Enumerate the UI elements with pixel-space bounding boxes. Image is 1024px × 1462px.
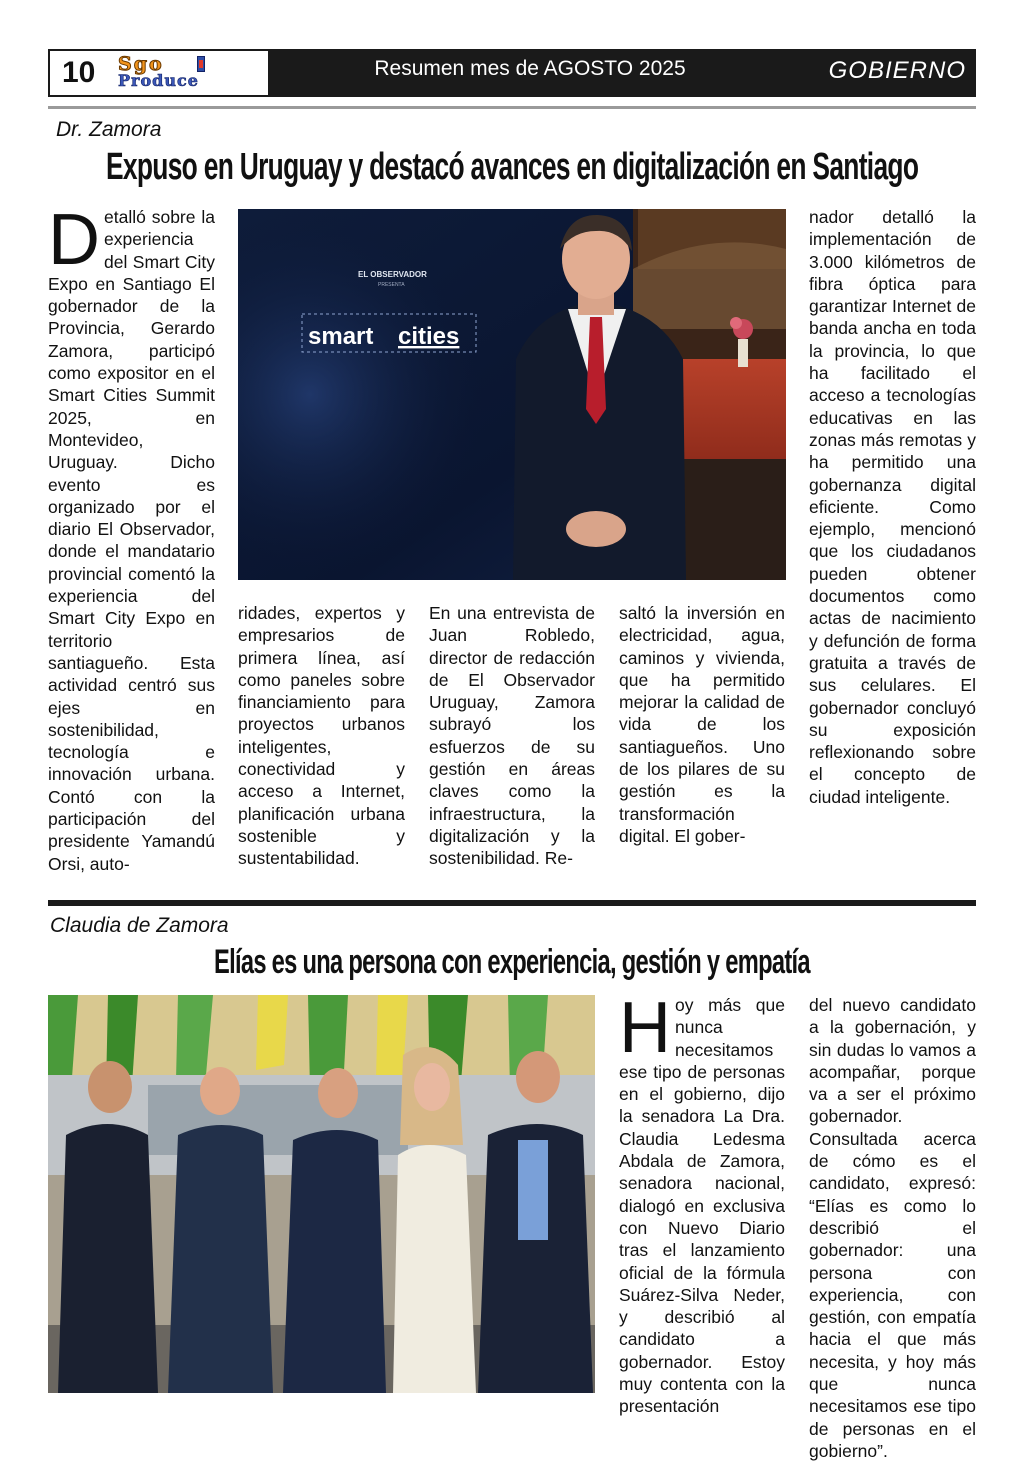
- article1-headline: Expuso en Uruguay y destacó avances en digitalización en Santiago: [106, 146, 919, 188]
- logo-bottom-text: Produce: [118, 71, 199, 90]
- sgo-produce-logo: [114, 54, 256, 92]
- article2-column-2: del nuevo candidato a la gobernación, y sin dudas lo vamos a acompañar, porque va a ser el próximo gobernador. Consultada acerca de cómo es el candidato, expresó: “Elías es como lo describió el gobernador: una persona con experiencia, con gestión, con empatía hacia el que más necesita, y hoy más que nunca necesitamos ese tipo de personas en el gobierno”.: [809, 995, 976, 1461]
- article2-dropcap: H: [619, 988, 671, 1068]
- article-divider: [48, 900, 976, 906]
- article2-col1-text: oy más que nunca necesitamos ese tipo de personas en el gobierno, dijo la senadora La Dra. Claudia Ledesma Abdala de Zamora, senadora nacional, dialogó en exclusiva con Nuevo Diario tras el lanzamiento oficial de la fórmula Suárez-Silva Neder, y describió al candidato a gobernador. Estoy muy contenta con la presentación: [619, 995, 785, 1417]
- header-rule: [48, 106, 976, 109]
- article1-column-5: nador detalló la implementación de 3.000 kilómetros de fibra óptica para garantizar Internet de banda ancha en toda la provincia, lo que ha facilitado el acceso a tecnologías educativas en las zonas más remotas y ha permitido una gobernanza digital eficiente. Como ejemplo, mencionó que los ciudadanos pueden obtener documentos como actas de nacimiento y defunción de forma gratuita a través de sus celulares. El gobernador concluyó su exposición reflexionando sobre el concepto de ciudad inteligente.: [809, 207, 976, 807]
- article1-column-1: [48, 200, 215, 875]
- zamora-smart-cities-photo: [238, 209, 786, 580]
- logo-top-text: Sgo: [118, 53, 164, 75]
- article1-column-2: ridades, expertos y empresarios de primera línea, así como paneles sobre financiamiento para proyectos urbanos inteligentes, conectividad y acceso a Internet, planificación urbana sostenible y sustentabilidad.: [238, 603, 405, 869]
- article1-col1-text: etalló sobre la experiencia del Smart City Expo en Santiago El gobernador de la Provincia, Gerardo Zamora, participó como expositor en el Smart Cities Summit 2025, en Montevideo, Uruguay. Dicho evento es organizado por el diario El Observador, donde el mandatario provincial comentó la experiencia del Smart City Expo en territorio santiagueño. Esta actividad centró sus ejes en sostenibilidad, tecnología e innovación urbana. Contó con la participación del presidente Yamandú Orsi, auto-: [48, 207, 215, 874]
- group-launch-photo: [48, 995, 595, 1393]
- screen-word-smart: smart: [308, 323, 374, 350]
- issue-title: Resumen mes de AGOSTO 2025: [374, 57, 686, 80]
- article2-headline: Elías es una persona con experiencia, gestión y empatía: [214, 943, 810, 981]
- page-number: 10: [62, 56, 96, 89]
- screen-word-cities: cities: [398, 323, 460, 350]
- article1-column-3: En una entrevista de Juan Robledo, director de redacción de El Observador Uruguay, Zamora subrayó los esfuerzos de su gestión en áreas claves como la infraestructura, la digitalización y la sostenibilidad. Re-: [429, 603, 595, 869]
- article2-column-1: [619, 988, 785, 1418]
- section-tag: GOBIERNO: [828, 57, 966, 84]
- logo-flag-icon: [197, 56, 205, 72]
- article1-kicker: Dr. Zamora: [56, 118, 162, 141]
- article2-photo: [48, 995, 595, 1393]
- article1-photo: [238, 209, 786, 580]
- screen-sub: PRESENTA: [378, 282, 405, 288]
- screen-brand: EL OBSERVADOR: [358, 270, 427, 279]
- article1-dropcap: D: [48, 200, 100, 280]
- article2-kicker: Claudia de Zamora: [50, 914, 229, 937]
- article1-column-4: saltó la inversión en electricidad, agua, caminos y vivienda, que ha permitido mejorar la calidad de vida de los santiagueños. Uno de los pilares de su gestión es la transformación digital. El gober-: [619, 603, 785, 846]
